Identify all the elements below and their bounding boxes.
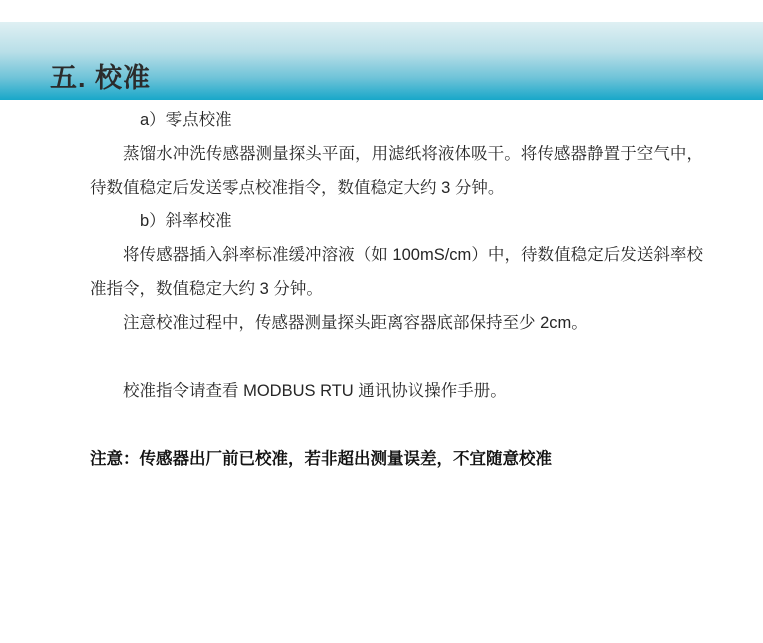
section-b-body: 将传感器插入斜率标准缓冲溶液（如 100mS/cm）中，待数值稳定后发送斜率校准指令，数值稳定大约 3 分钟。 (90, 246, 703, 299)
section-a-label: a）零点校准 (140, 111, 232, 129)
manual-reference-line: 校准指令请查看 MODBUS RTU 通讯协议操作手册。 (123, 381, 507, 400)
attention-line: 注意校准过程中，传感器测量探头距离容器底部保持至少 2cm。 (123, 313, 588, 332)
document-content (0, 104, 763, 476)
section-a-body: 蒸馏水冲洗传感器测量探头平面，用滤纸将液体吸干。将传感器静置于空气中，待数值稳定后发送零点校准指令，数值稳定大约 3 分钟。 (90, 144, 703, 197)
section-b-label: b）斜率校准 (140, 212, 232, 231)
section-header-band (0, 22, 763, 100)
content-spacer (0, 341, 763, 375)
content-spacer-2 (0, 409, 763, 443)
page-title: 五. 校准 (50, 63, 152, 93)
warning-note: 注意：传感器出厂前已校准，若非超出测量误差，不宜随意校准 (90, 449, 552, 468)
